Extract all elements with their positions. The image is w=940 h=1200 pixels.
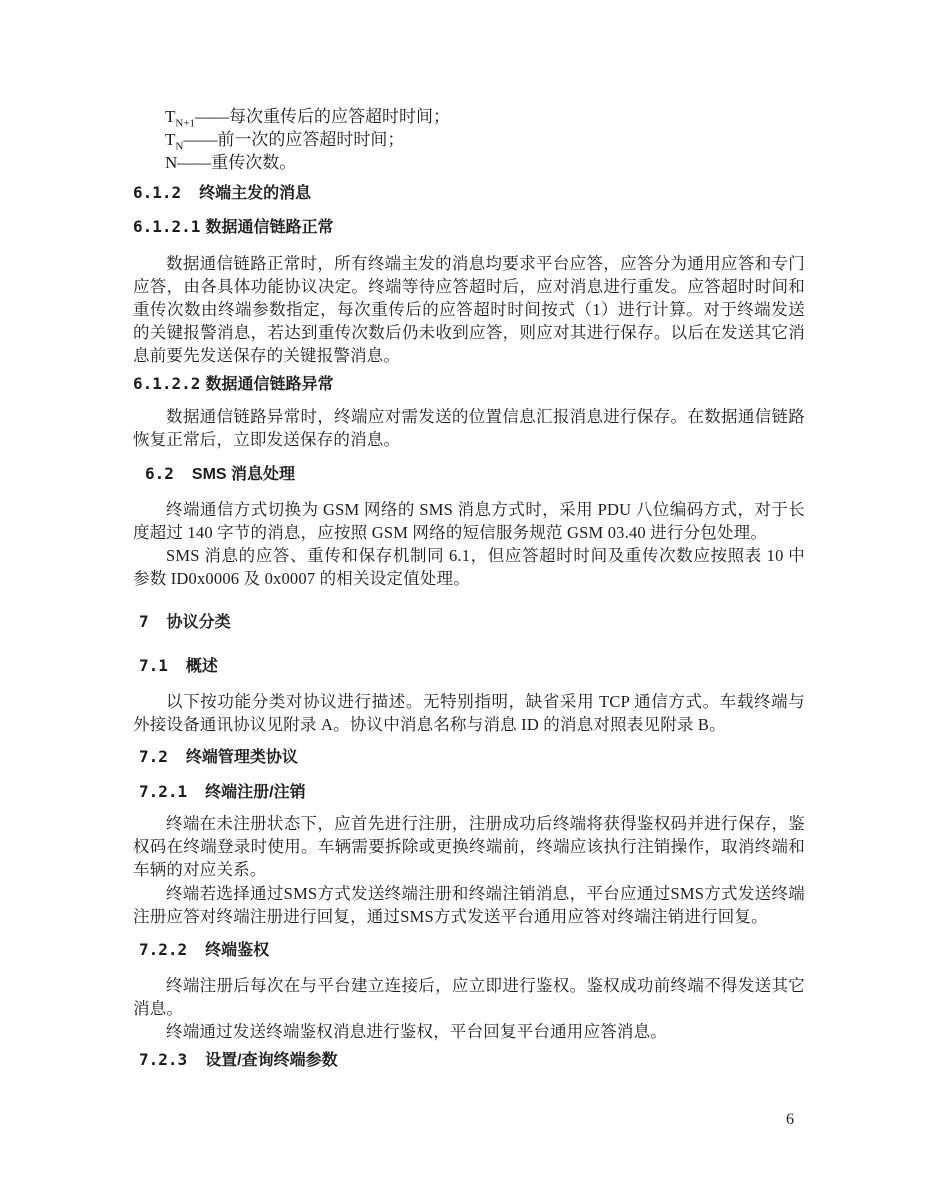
paragraph: 数据通信链路异常时，终端应对需发送的位置信息汇报消息进行保存。在数据通信链路恢复正常后，立即发送保存的消息。 — [133, 407, 805, 449]
section-heading-6-1-2-1 — [133, 217, 805, 238]
paragraph: 终端注册后每次在与平台建立连接后，应立即进行鉴权。鉴权成功前终端不得发送其它消息。 — [133, 976, 805, 1018]
paragraph: 终端通过发送终端鉴权消息进行鉴权，平台回复平台通用应答消息。 — [166, 1022, 667, 1041]
definition-term-n — [133, 151, 805, 174]
section-heading-6-1-2-2 — [133, 374, 805, 395]
section-number: 7.2.3 — [139, 1050, 188, 1069]
section-heading-7-2 — [139, 747, 805, 768]
section-title: 终端鉴权 — [205, 942, 270, 959]
section-heading-7-2-3 — [139, 1050, 805, 1071]
page-number: 6 — [786, 1111, 794, 1128]
term-symbol: N — [165, 153, 178, 172]
section-number: 6.1.2.2 — [133, 374, 201, 393]
term-subscript: N+1 — [175, 117, 196, 130]
section-heading-6-2 — [145, 464, 805, 485]
section-number: 7.2.2 — [139, 940, 188, 959]
section-title: 协议分类 — [166, 614, 231, 631]
paragraph: 终端通信方式切换为 GSM 网络的 SMS 消息方式时，采用 PDU 八位编码方式，对于长度超过 140 字节的消息，应按照 GSM 网络的短信服务规范 GSM 03.40 进行分包处理。 — [133, 500, 805, 542]
section-title: 终端注册/注销 — [205, 784, 306, 801]
section-title: 终端主发的消息 — [199, 185, 312, 202]
paragraph: SMS 消息的应答、重传和保存机制同 6.1，但应答超时时间及重传次数应按照表 10 中参数 ID0x0006 及 0x0007 的相关设定值处理。 — [133, 546, 805, 588]
section-number: 7.2.1 — [139, 782, 188, 801]
term-description: ——重传次数。 — [177, 153, 297, 172]
section-heading-6-1-2 — [133, 183, 805, 204]
definition-term-tn — [133, 128, 805, 151]
section-heading-7-2-1 — [139, 782, 805, 803]
term-description: ——每次重传后的应答超时时间； — [195, 107, 451, 126]
paragraph: 终端若选择通过SMS方式发送终端注册和终端注销消息，平台应通过SMS方式发送终端注册应答对终端注册进行回复，通过SMS方式发送平台通用应答对终端注销进行回复。 — [133, 884, 805, 926]
term-symbol: $T_N$ — [165, 130, 184, 153]
section-number: 6.1.2.1 — [133, 217, 201, 236]
section-heading-7-2-2 — [139, 940, 805, 961]
section-number: 7 — [139, 612, 149, 631]
term-symbol: $T_{N+1}$ — [165, 107, 196, 130]
section-number: 6.2 — [145, 464, 174, 483]
paragraph: 以下按功能分类对协议进行描述。无特别指明，缺省采用 TCP 通信方式。车载终端与外接设备通讯协议见附录 A。协议中消息名称与消息 ID 的消息对照表见附录 B。 — [133, 692, 805, 734]
section-number: 7.2 — [139, 747, 168, 766]
definition-list — [133, 105, 805, 174]
section-title: 数据通信链路正常 — [205, 219, 334, 236]
section-title: SMS 消息处理 — [191, 466, 296, 483]
definition-term-tn1 — [133, 105, 805, 128]
paragraph: 终端在未注册状态下，应首先进行注册，注册成功后终端将获得鉴权码并进行保存，鉴权码在终端登录时使用。车辆需要拆除或更换终端前，终端应该执行注销操作，取消终端和车辆的对应关系。 — [133, 814, 805, 879]
paragraph: 数据通信链路正常时，所有终端主发的消息均要求平台应答，应答分为通用应答和专门应答，由各具体功能协议决定。终端等待应答超时后，应对消息进行重发。应答超时时间和重传次数由终端参数指定，每次重传后的应答超时时间按式（1）进行计算。对于终端发送的关键报警消息，若达到重传次数后仍未收到应答，则应对其进行保存。以后在发送其它消息前要先发送保存的关键报警消息。 — [133, 254, 805, 365]
term-subscript: N — [175, 140, 184, 153]
section-title: 终端管理类协议 — [185, 749, 298, 766]
document-content — [133, 0, 805, 1071]
section-title: 设置/查询终端参数 — [205, 1052, 338, 1069]
section-title: 概述 — [185, 658, 218, 675]
section-heading-7-1 — [139, 656, 805, 677]
section-number: 6.1.2 — [133, 183, 182, 202]
term-description: ——前一次的应答超时时间； — [183, 130, 405, 149]
section-number: 7.1 — [139, 656, 168, 675]
section-heading-7 — [139, 612, 805, 633]
section-title: 数据通信链路异常 — [205, 376, 334, 393]
